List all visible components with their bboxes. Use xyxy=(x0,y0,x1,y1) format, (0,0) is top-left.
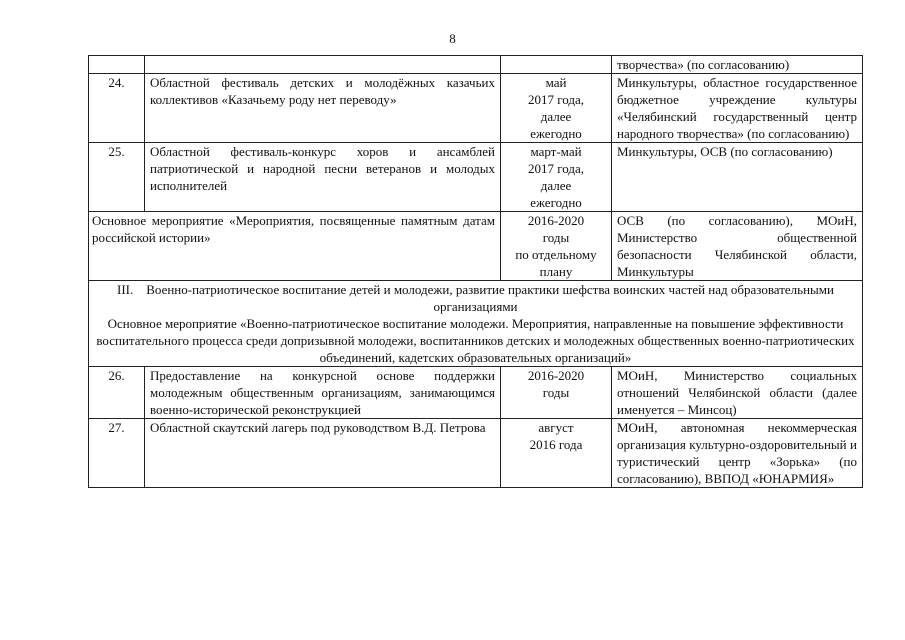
item-number: 25. xyxy=(89,143,145,212)
item-period: 2016-2020 годы xyxy=(501,367,612,419)
item-executors: Минкультуры, ОСВ (по согласованию) xyxy=(612,143,863,212)
item-executors: Минкультуры, областное государственное бюджетное учреждение культуры «Челябинский государственный центр народного творчества» (по согласованию) xyxy=(612,74,863,143)
item-period: август 2016 года xyxy=(501,419,612,488)
table-row-24 xyxy=(89,74,863,143)
item-number: 26. xyxy=(89,367,145,419)
item-title: Предоставление на конкурсной основе поддержки молодежным общественным организациям, занимающимся военно-исторической реконструкцией xyxy=(145,367,501,419)
table-row-main-activity xyxy=(89,212,863,281)
item-executors: МОиН, Министерство социальных отношений Челябинской области (далее именуется – Минсоц) xyxy=(612,367,863,419)
item-number: 27. xyxy=(89,419,145,488)
table-row-continuation xyxy=(89,56,863,74)
main-activity-executors: ОСВ (по согласованию), МОиН, Министерство общественной безопасности Челябинской области, Минкультуры xyxy=(612,212,863,281)
item-title: Областной фестиваль-конкурс хоров и ансамблей патриотической и народной песни ветеранов и молодых исполнителей xyxy=(145,143,501,212)
section-cell xyxy=(89,281,863,367)
item-period: март-май 2017 года, далее ежегодно xyxy=(501,143,612,212)
item-executors: МОиН, автономная некоммерческая организация культурно-оздоровительный и туристический центр «Зорька» (по согласованию), ВВПОД «ЮНАРМИЯ» xyxy=(612,419,863,488)
period-cell xyxy=(501,56,612,74)
table-row-section xyxy=(89,281,863,367)
title-cell xyxy=(145,56,501,74)
item-title: Областной фестиваль детских и молодёжных казачьих коллективов «Казачьему роду нет переводу» xyxy=(145,74,501,143)
table-row-27 xyxy=(89,419,863,488)
item-period: май 2017 года, далее ежегодно xyxy=(501,74,612,143)
activities-table xyxy=(88,55,863,488)
executors-cell: творчества» (по согласованию) xyxy=(612,56,863,74)
section-subheading: Основное мероприятие «Военно-патриотическое воспитание молодежи. Мероприятия, направленные на повышение эффективности воспитательного процесса среди допризывной молодежи, воспитанников детских и молодежных общественных военно-патриотических объединений, кадетских образовательных организаций» xyxy=(96,316,855,365)
item-title: Областной скаутский лагерь под руководством В.Д. Петрова xyxy=(145,419,501,488)
table-row-26 xyxy=(89,367,863,419)
page-number: 8 xyxy=(449,31,456,46)
table-row-25 xyxy=(89,143,863,212)
number-cell xyxy=(89,56,145,74)
section-heading: III. Военно-патриотическое воспитание детей и молодежи, развитие практики шефства воинских частей над образовательными организациями xyxy=(117,282,838,314)
item-number: 24. xyxy=(89,74,145,143)
main-activity-period: 2016-2020 годы по отдельному плану xyxy=(501,212,612,281)
main-activity-title: Основное мероприятие «Мероприятия, посвященные памятным датам российской истории» xyxy=(89,212,501,281)
